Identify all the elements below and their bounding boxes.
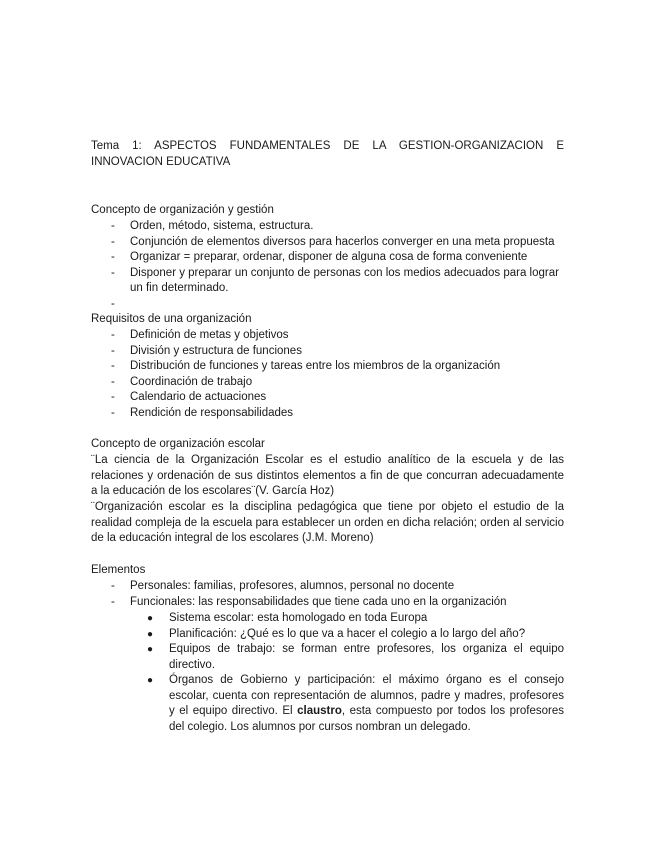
dash-marker: - <box>111 297 115 310</box>
dash-marker: - <box>111 329 115 341</box>
list-item: - Coordinación de trabajo <box>91 375 564 391</box>
dash-marker: - <box>111 595 115 608</box>
dash-marker: - <box>111 375 115 388</box>
dash-marker: - <box>111 235 115 248</box>
list-item: ● Sistema escolar: esta homologado en toda Europa <box>91 611 564 627</box>
dash-marker: - <box>111 251 115 263</box>
list-item: ● Órganos de Gobierno y participación: el máximo órgano es el consejo escolar, cuenta con representación de alumnos, padre y madres, profesores y el equipo directivo. El claustro, esta compuesto por todos los profesores del colegio. Los alumnos por cursos nombran un delegado. <box>147 674 564 733</box>
list-item: - Definición de metas y objetivos <box>91 328 564 344</box>
dash-marker: - <box>111 406 115 419</box>
dash-marker: - <box>111 580 115 592</box>
quote-moreno: ¨Organización escolar es la disciplina pedagógica que tiene por objeto el estudio de la realidad compleja de la escuela para establecer un orden en dicha relación; orden al servicio de la educación integral de los escolares (J.M. Moreno) <box>91 501 564 544</box>
dash-marker: - <box>111 266 115 279</box>
list-funcionales <box>91 611 564 735</box>
list-item: - División y estructura de funciones <box>91 344 564 360</box>
list-item: - Personales: familias, profesores, alumnos, personal no docente <box>91 579 564 595</box>
bullet-marker: ● <box>147 675 154 686</box>
heading-requisitos: Requisitos de una organización <box>91 313 252 325</box>
dash-marker: - <box>111 344 115 357</box>
list-item: - Organizar = preparar, ordenar, disponer de alguna cosa de forma conveniente <box>91 250 564 266</box>
quote-garcia-hoz: ¨La ciencia de la Organización Escolar es el estudio analítico de la escuela y de las relaciones y ordenación de sus distintos elementos a fin de que concurran adecuadamente a la educación de los escolares¨(V. García Hoz) <box>91 454 564 497</box>
list-item: - Disponer y preparar un conjunto de personas con los medios adecuados para lograr un fin determinado. <box>111 266 559 294</box>
heading-concepto-organizacion: Concepto de organización y gestión <box>91 204 274 216</box>
list-item: ● Planificación: ¿Qué es lo que va a hacer el colegio a lo largo del año? <box>91 627 564 643</box>
list-item: - Funcionales: las responsabilidades que tiene cada uno en la organización <box>91 595 564 611</box>
list-item: - Conjunción de elementos diversos para hacerlos converger en una meta propuesta <box>91 235 564 251</box>
dash-marker: - <box>111 391 115 403</box>
bullet-marker: ● <box>147 613 154 624</box>
list-item: - Distribución de funciones y tareas entre los miembros de la organización <box>91 359 564 375</box>
list-elementos <box>91 579 564 610</box>
claustro-term: claustro <box>297 705 342 717</box>
list-item: - Calendario de actuaciones <box>91 390 564 406</box>
list-concepto-organizacion <box>91 219 564 312</box>
list-requisitos <box>91 328 564 421</box>
heading-concepto-escolar: Concepto de organización escolar <box>91 438 265 450</box>
bullet-marker: ● <box>147 628 154 640</box>
bullet-marker: ● <box>147 644 154 655</box>
list-item <box>91 297 564 313</box>
dash-marker: - <box>111 360 115 372</box>
list-item: ● Equipos de trabajo: se forman entre profesores, los organiza el equipo directivo. <box>147 643 564 671</box>
heading-elementos: Elementos <box>91 564 146 576</box>
list-item: - Rendición de responsabilidades <box>91 406 564 422</box>
list-item: - Orden, método, sistema, estructura. <box>91 219 564 235</box>
dash-marker: - <box>111 220 115 232</box>
document-title: Tema 1: ASPECTOS FUNDAMENTALES DE LA GESTION-ORGANIZACION E INNOVACION EDUCATIVA <box>91 140 564 168</box>
